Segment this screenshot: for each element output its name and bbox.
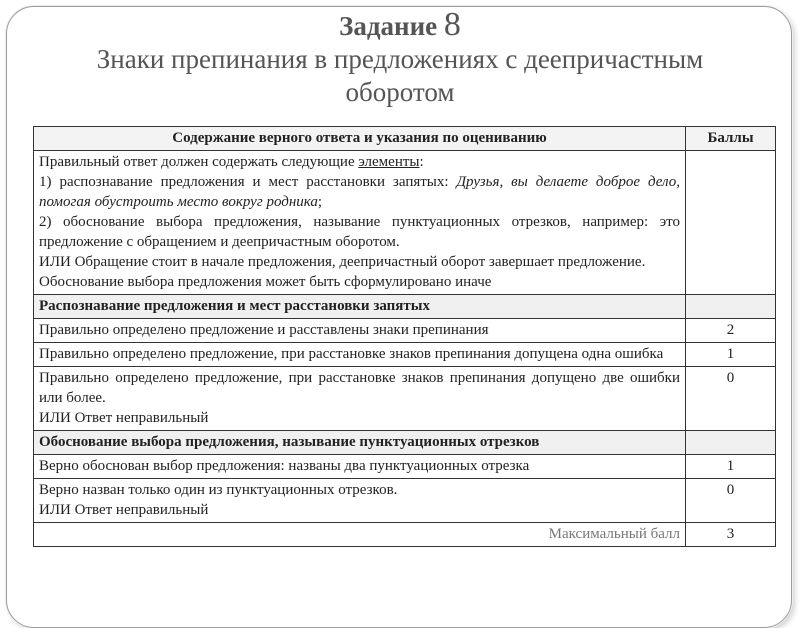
section-title-1: Распознавание предложения и мест расстановки запятых	[34, 295, 686, 319]
criterion-text: Верно обоснован выбор предложения: названы два пунктуационных отрезка	[34, 455, 686, 479]
section-row-1	[34, 295, 776, 319]
criterion-score: 1	[686, 455, 776, 479]
criterion-score: 1	[686, 343, 776, 367]
criterion-cell	[34, 367, 686, 431]
table-row	[34, 343, 776, 367]
criterion-score: 0	[686, 479, 776, 523]
intro-line-1: Правильный ответ должен содержать следующие элементы:	[39, 154, 424, 170]
example-sentence: Друзья, вы делаете доброе дело, помогая обустроить место вокруг родника	[39, 174, 680, 210]
intro-line-4: ИЛИ Обращение стоит в начале предложения, деепричастный оборот завершает предложение.	[39, 254, 646, 270]
slide-title	[0, 8, 800, 43]
intro-cell	[34, 151, 686, 295]
header-score: Баллы	[686, 127, 776, 151]
criterion-text: Правильно определено предложение, при расстановке знаков препинания допущено две ошибки или более.	[39, 370, 680, 406]
table-row	[34, 479, 776, 523]
grading-table-wrap	[33, 126, 776, 547]
intro-line-3: 2) обоснование выбора предложения, называние пунктуационных отрезков, например: это предложение с обращением и деепричастным оборотом.	[39, 214, 680, 250]
total-row	[34, 523, 776, 547]
criterion-score: 0	[686, 367, 776, 431]
elements-word: элементы	[358, 154, 420, 170]
section-row-2	[34, 431, 776, 455]
criterion-text: Верно назван только один из пунктуационных отрезков.	[39, 482, 398, 498]
intro-score-cell	[686, 151, 776, 295]
total-label: Максимальный балл	[34, 523, 686, 547]
section-title-2: Обоснование выбора предложения, называние пунктуационных отрезков	[34, 431, 686, 455]
table-row	[34, 367, 776, 431]
subtitle-line-2: оборотом	[345, 77, 455, 107]
criterion-alt-text: ИЛИ Ответ неправильный	[39, 410, 209, 426]
intro-line-5: Обоснование выбора предложения может быть сформулировано иначе	[39, 274, 492, 290]
title-word: Задание	[339, 11, 438, 41]
table-row	[34, 319, 776, 343]
intro-line-2: 1) распознавание предложения и мест расстановки запятых: Друзья, вы делаете доброе дело, помогая обустроить место вокруг родника;	[39, 174, 680, 210]
total-score: 3	[686, 523, 776, 547]
table-row	[34, 455, 776, 479]
subtitle-line-1: Знаки препинания в предложениях с деепричастным	[96, 44, 704, 74]
title-block	[0, 8, 800, 109]
intro-row	[34, 151, 776, 295]
title-number: 8	[443, 6, 461, 43]
table-header-row	[34, 127, 776, 151]
grading-table	[33, 126, 776, 547]
criterion-score: 2	[686, 319, 776, 343]
criterion-cell	[34, 479, 686, 523]
criterion-text: Правильно определено предложение и расставлены знаки препинания	[34, 319, 686, 343]
criterion-alt-text: ИЛИ Ответ неправильный	[39, 502, 209, 518]
criterion-text: Правильно определено предложение, при расстановке знаков препинания допущена одна ошибка	[34, 343, 686, 367]
header-content: Содержание верного ответа и указания по оцениванию	[34, 127, 686, 151]
